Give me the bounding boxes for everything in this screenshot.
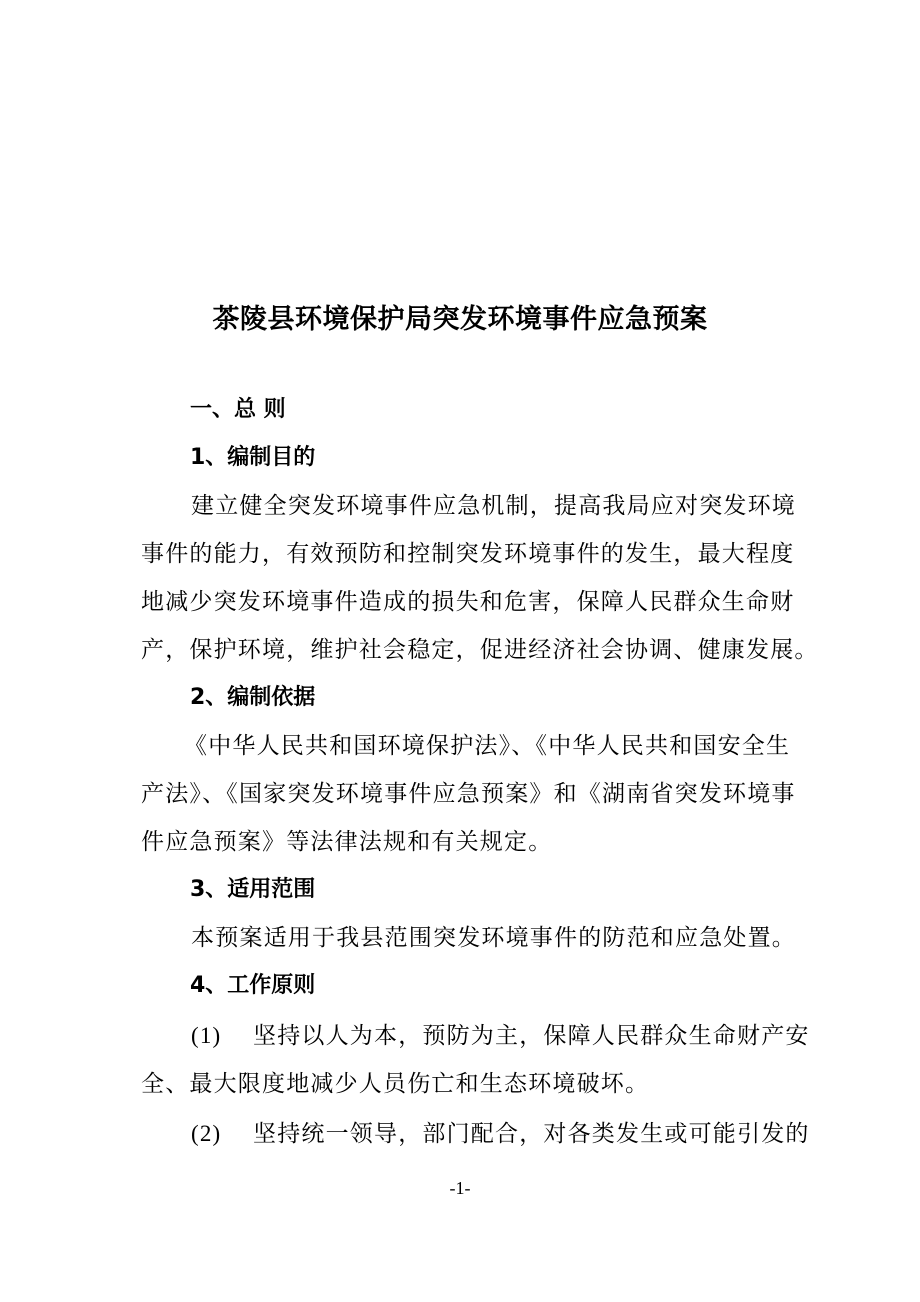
document-title: 茶陵县环境保护局突发环境事件应急预案	[212, 304, 708, 335]
section-heading-purpose: 1、编制目的	[190, 445, 316, 470]
paragraph-line: 建立健全突发环境事件应急机制，提高我局应对突发环境	[191, 493, 796, 519]
section-heading-scope: 3、适用范围	[190, 877, 316, 902]
item-text: 坚持以人为本，预防为主，保障人民群众生命财产安	[253, 1023, 810, 1049]
paragraph-line: 事件的能力，有效预防和控制突发环境事件的发生，最大程度	[141, 541, 795, 567]
section-heading-basis: 2、编制依据	[190, 685, 316, 710]
principle-item-1	[191, 1020, 810, 1052]
item-number: (2)	[191, 1121, 222, 1146]
paragraph-line: 全、最大限度地减少人员伤亡和生态环境破坏。	[141, 1071, 650, 1097]
section-heading-principles: 4、工作原则	[190, 973, 316, 998]
paragraph-line: 产，保护环境，维护社会稳定，促进经济社会协调、健康发展。	[141, 637, 819, 663]
paragraph-line: 本预案适用于我县范围突发环境事件的防范和应急处置。	[191, 925, 796, 951]
paragraph-line: 《中华人民共和国环境保护法》、《中华人民共和国安全生	[184, 733, 791, 759]
paragraph-line: 地减少突发环境事件造成的损失和危害，保障人民群众生命财	[141, 589, 795, 615]
page-number: -1-	[449, 1178, 471, 1198]
item-number: (1)	[191, 1023, 222, 1048]
paragraph-line: 产法》、《国家突发环境事件应急预案》和《湖南省突发环境事	[141, 781, 796, 807]
paragraph-line: 件应急预案》等法律法规和有关规定。	[141, 829, 553, 855]
chapter-heading-general-provisions: 一、总 则	[190, 397, 286, 422]
principle-item-2	[191, 1118, 810, 1150]
item-text: 坚持统一领导，部门配合，对各类发生或可能引发的	[253, 1121, 810, 1147]
